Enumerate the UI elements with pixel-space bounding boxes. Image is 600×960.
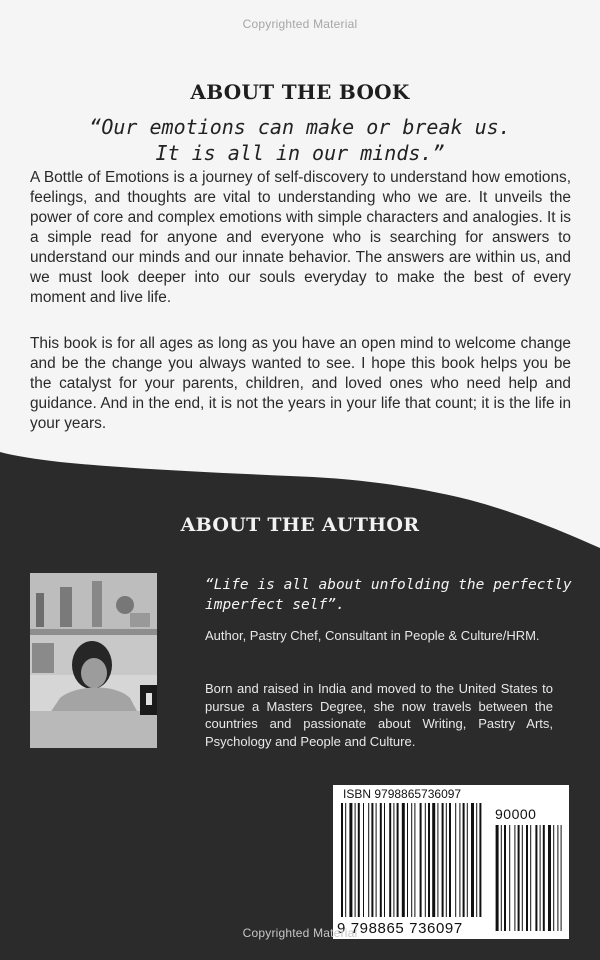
barcode-bar xyxy=(479,803,481,917)
book-description-paragraph-2: This book is for all ages as long as you have an open mind to welcome change and be the change you always wanted to see. I hope this book helps you be the catalyst for your parents, children, and loved ones who need help and guidance. And in the end, it is not the years in your life that count; it is the life in your years. xyxy=(30,335,571,432)
barcode-bar xyxy=(455,803,456,917)
addon-barcode-bar xyxy=(504,825,506,931)
about-author-heading: ABOUT THE AUTHOR xyxy=(180,514,420,536)
addon-barcode-bar xyxy=(548,825,551,931)
barcode-bar xyxy=(459,803,460,917)
addon-barcode-bar xyxy=(553,825,554,931)
addon-barcode-bar xyxy=(509,825,510,931)
barcode-bar xyxy=(471,803,474,917)
author-quote: “Life is all about unfolding the perfectly imperfect self”. xyxy=(205,577,572,613)
barcode-bar xyxy=(402,803,405,917)
barcode-bar xyxy=(446,803,447,917)
barcode-digits: 9 798865 736097 xyxy=(337,920,463,937)
barcode-bar xyxy=(358,803,360,917)
isbn-label: ISBN 9798865736097 xyxy=(343,787,462,801)
book-quote xyxy=(0,114,600,166)
author-roles: Author, Pastry Chef, Consultant in People & Culture/HRM. xyxy=(205,628,540,643)
barcode-bar xyxy=(463,803,465,917)
addon-barcode-bar xyxy=(526,825,528,931)
barcode-bar xyxy=(476,803,477,917)
addon-barcode-bar xyxy=(501,825,502,931)
barcode-bar xyxy=(467,803,468,917)
barcode-bar xyxy=(437,803,438,917)
addon-barcode-bar xyxy=(561,825,562,931)
addon-barcode-bar xyxy=(496,825,499,931)
author-bio: Born and raised in India and moved to the United States to pursue a Masters Degree, she now travels between the countries and passionate about Writing, Pastry Arts, Psychology and People and Culture. xyxy=(205,681,553,749)
barcode-bar xyxy=(411,803,412,917)
barcode-bar xyxy=(371,803,373,917)
barcode-bar xyxy=(425,803,426,917)
addon-barcode-bar xyxy=(543,825,545,931)
barcode-bar xyxy=(376,803,377,917)
addon-barcode-bar xyxy=(530,825,531,931)
barcode-bar xyxy=(345,803,346,917)
addon-barcode-bar xyxy=(514,825,515,931)
about-book-heading: ABOUT THE BOOK xyxy=(190,80,410,104)
addon-barcode-bar xyxy=(535,825,537,931)
book-quote-line-2: It is all in our minds.” xyxy=(155,141,445,165)
addon-barcode-bar xyxy=(518,825,520,931)
barcode-bar xyxy=(449,803,451,917)
barcode-bar xyxy=(349,803,352,917)
barcode-bar xyxy=(341,803,343,917)
barcode-bar xyxy=(368,803,369,917)
book-description-paragraph-1: A Bottle of Emotions is a journey of self-discovery to understand how emotions, feelings, and thoughts are vital to understanding who we are. It unveils the power of core and complex emotions with simple characters and analogies. It is a simple read for anyone and everyone who is searching for answers to understand our minds and our innate behavior. The answers are within us, and we must look deeper into our souls everyday to make the best of every moment and live life. xyxy=(30,169,571,306)
addon-barcode-bar xyxy=(522,825,523,931)
barcode-bar xyxy=(397,803,399,917)
addon-barcode-bar xyxy=(540,825,541,931)
barcode-bar xyxy=(355,803,356,917)
barcode-bar xyxy=(420,803,422,917)
isbn-barcode xyxy=(333,785,569,939)
barcode-bar xyxy=(389,803,391,917)
copyright-watermark-bottom: Copyrighted Material xyxy=(242,926,358,940)
barcode-bar xyxy=(363,803,364,917)
barcode-bar xyxy=(428,803,430,917)
book-quote-line-1: “Our emotions can make or break us. xyxy=(89,115,511,139)
copyright-watermark-top: Copyrighted Material xyxy=(242,17,358,31)
addon-barcode-bar xyxy=(557,825,558,931)
barcode-bar xyxy=(393,803,394,917)
barcode-bar xyxy=(442,803,444,917)
barcode-bar xyxy=(384,803,385,917)
barcode-bar xyxy=(407,803,408,917)
price-code: 90000 xyxy=(495,806,537,822)
barcode-bar xyxy=(414,803,415,917)
barcode-bar xyxy=(380,803,382,917)
author-photo xyxy=(30,573,157,748)
barcode-bar xyxy=(432,803,435,917)
author-photo-illustration xyxy=(30,573,157,748)
